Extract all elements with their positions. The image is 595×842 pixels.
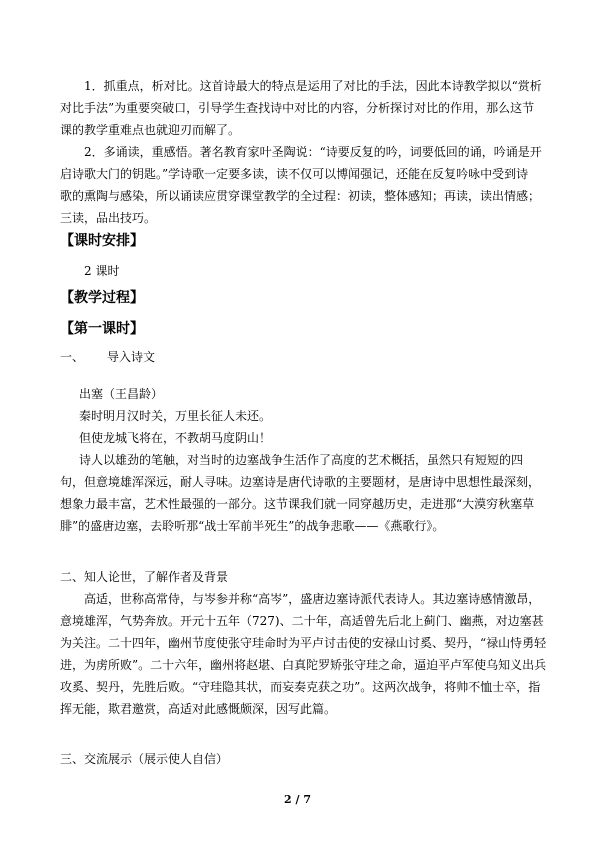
section-heading-lesson1: 【第一课时】 <box>60 321 144 337</box>
paragraph-line: 进，为虏所败”。二十六年，幽州将赵堪、白真陀罗矫张守珪之命，逼迫平卢军使乌知义出兵 <box>60 658 547 672</box>
section-title: 导入诗文 <box>107 350 156 364</box>
section-heading-schedule: 【课时安排】 <box>60 233 144 249</box>
section-number: 一、 <box>60 350 85 364</box>
paragraph-line: 三读，品出技巧。 <box>60 211 157 225</box>
paragraph-line: 1．抓重点，析对比。这首诗最大的特点是运用了对比的手法，因此本诗教学拟以“赏析 <box>84 79 542 93</box>
section-heading: 三、交流展示（展示使人自信） <box>60 752 229 766</box>
paragraph-line: 诗人以雄劲的笔触，对当时的边塞战争生活作了高度的艺术概括，虽然只有短短的四 <box>79 453 524 467</box>
paragraph-line: 课的教学重难点也就迎刃而解了。 <box>60 123 241 137</box>
section-heading-process: 【教学过程】 <box>60 290 144 306</box>
paragraph-line: 挥无能，欺君邀赏，高适对此感慨颇深，因写此篇。 <box>60 702 337 716</box>
paragraph-line: 为关注。二十四年，幽州节度使张守珪命时为平卢讨击使的安禄山讨奚、契丹，“禄山恃勇轻 <box>60 636 547 650</box>
poem-line: 秦时明月汉时关，万里长征人未还。 <box>79 409 272 423</box>
paragraph-line: 歌的熏陶与感染，所以诵读应贯穿课堂教学的全过程：初读，整体感知；再读，读出情感； <box>60 189 541 203</box>
schedule-text: 2 课时 <box>84 264 120 278</box>
paragraph-line: 启诗歌大门的钥匙。”学诗歌一定要多读，读不仅可以博闻强记，还能在反复吟咏中受到诗 <box>60 167 529 181</box>
paragraph-line: 2．多诵读，重感悟。著名教育家叶圣陶说：“诗要反复的吟，词要低回的诵，吟诵是开 <box>84 145 542 159</box>
paragraph-line: 句，但意境雄浑深远，耐人寻味。边塞诗是唐代诗歌的主要题材，是唐诗中思想性最深刻， <box>60 475 541 489</box>
paragraph-line: 对比手法”为重要突破口，引导学生查找诗中对比的内容，分析探讨对比的作用，那么这节 <box>60 101 535 115</box>
paragraph-line: 攻奚、契丹，先胜后败。“守珪隐其状，而妄奏克获之功”。这两次战争，将帅不恤士卒，指 <box>60 680 541 694</box>
paragraph-line: 想象力最丰富，艺术性最强的一部分。这节课我们就一同穿越历史，走进那“大漠穷秋塞草 <box>60 497 535 511</box>
page-number: 2 / 7 <box>284 793 311 806</box>
section-heading: 二、知人论世，了解作者及背景 <box>60 570 229 584</box>
poem-line: 但使龙城飞将在，不教胡马度阴山！ <box>79 431 272 445</box>
paragraph-line: 意境雄浑，气势奔放。开元十五年（727)、二十年，高适曾先后北上蓟门、幽燕，对边塞甚 <box>60 614 544 628</box>
paragraph-line: 腓”的盛唐边塞，去聆听那“战士军前半死生”的战争悲歌——《燕歌行》。 <box>60 519 445 533</box>
poem-title: 出塞（王昌龄） <box>79 387 164 401</box>
paragraph-line: 高适，世称高常侍，与岑参并称“高岑”，盛唐边塞诗派代表诗人。其边塞诗感情激昂， <box>84 592 541 606</box>
